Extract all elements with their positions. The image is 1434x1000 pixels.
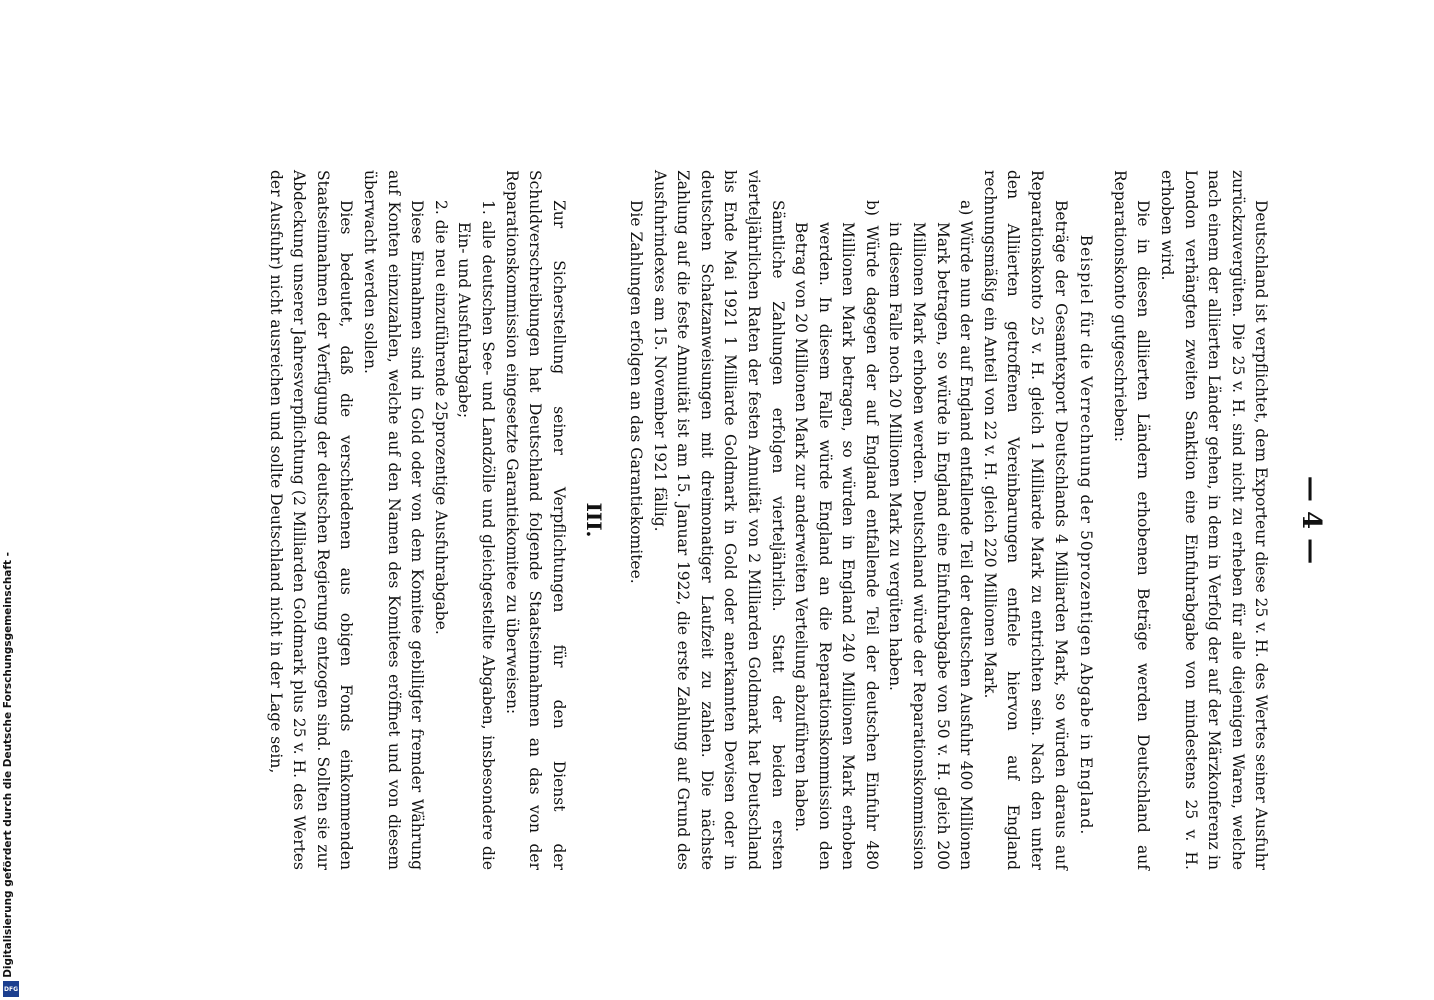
section-heading: III. bbox=[582, 502, 607, 538]
paragraph-committee: Die Zahlungen erfolgen an das Garantiekomitee. bbox=[626, 200, 645, 584]
paragraph-example: Beträge der Gesamtexport Deutschlands 4 Milliarden Mark, so würden daraus auf Reparationskonto 25 v. H. gleich 1 Milliarde Mark zu entrichten sein. Nach den unter den Alliierten getroffenen Vereinbarungen entfiele hiervon auf England rechnungsmäßig ein Anteil von 22 v. H. gleich 220 Millionen Mark. bbox=[980, 170, 1070, 870]
dfg-logo: DFG bbox=[3, 981, 19, 997]
list-item-1: 1. alle deutschen See- und Landzölle und gleichgestellte Abgaben, insbesondere die Ein- und Ausfuhrabgabe; bbox=[455, 200, 497, 870]
paragraph-credit: Die in diesen alliierten Ländern erhobenen Beträge werden Deutschland auf Reparationskonto gutgeschrieben: bbox=[1110, 170, 1153, 870]
paragraph-exporter: Deutschland ist verpflichtet, dem Exporteur diese 25 v. H. des Wertes seiner Ausfuhr zurückzuvergüten. Die 25 v. H. sind nicht zu erheben für alle diejenigen Waren, welche nach einem der alliierten Länder gehen, in dem in Verfolg der auf der Märzkonferenz in London verhängten zweiten Sanktion eine Einfuhrabgabe von mindestens 25 v. H. erhoben wird. bbox=[1158, 170, 1271, 870]
funding-credit-text: Digitalisierung gefördert durch die Deutsche Forschungsgemeinschaft - bbox=[2, 552, 14, 978]
rotated-page bbox=[150, 170, 1326, 870]
paragraph-security: Zur Sicherstellung seiner Verpflichtungen für den Dienst der Schuldverschreibungen hat Deutschland folgende Staatseinnahmen an das von der Reparationskommission eingesetzte Garantiekomitee zu überweisen: bbox=[502, 170, 568, 870]
paragraph-revenues: Diese Einnahmen sind in Gold oder von dem Komitee gebilligter fremder Währung auf Konten einzuzahlen, welche auf den Namen des Komitees eröffnet und von diesem überwacht werden sollen. bbox=[361, 170, 427, 870]
paragraph-payments: Sämtliche Zahlungen erfolgen vierteljährlich. Statt der beiden ersten vierteljährlichen Raten der festen Annuität von 2 Milliarden Goldmark hat Deutschland bis Ende Mai 1921 1 Milliarde Goldmark in Gold oder anerkannten Devisen oder in deutschen Schatzanweisungen mit dreimonatiger Laufzeit zu zahlen. Die nächste Zahlung auf die feste Annuität ist am 15. Januar 1922, die erste Zahlung auf Grund des Ausfuhrindexes am 15. November 1921 fällig. bbox=[650, 170, 787, 870]
list-item-b: b) Würde dagegen der auf England entfallende Teil der deutschen Einfuhr 480 Millionen Mark betragen, so würden in England 240 Millionen Mark erhoben werden. In diesem Falle würde England an die Reparationskommission den Betrag von 20 Millionen Mark zur anderweiten Verteilung abzuführen haben. bbox=[792, 200, 881, 870]
page-number: — 4 — bbox=[1296, 475, 1326, 565]
list-item-2: 2. die neu einzuführende 25prozentige Ausfuhrabgabe. bbox=[431, 200, 450, 635]
paragraph-meaning: Dies bedeutet, daß die verschiedenen aus obigen Fonds einkommenden Staatseinnahmen der Verfügung der deutschen Regierung entzogen sind. Sollten sie zur Abdeckung unserer Jahresverpflichtung (2 Milliarden Goldmark plus 25 v. H. des Wertes der Ausfuhr) nicht ausreichen und sollte Deutschland nicht in der Lage sein, bbox=[266, 170, 356, 870]
example-title: Beispiel für die Verrechnung der 50prozentigen Abgabe in England. bbox=[1077, 234, 1096, 836]
list-item-a: a) Würde nun der auf England entfallende Teil der deutschen Ausfuhr 400 Millionen Mark betragen, so würde in England eine Einfuhrabgabe von 50 v. H. gleich 200 Millionen Mark erhoben werden. Deutschland würde der Reparationskommission in diesem Falle noch 20 Millionen Mark zu vergüten haben. bbox=[886, 200, 976, 870]
page-body bbox=[140, 170, 1326, 870]
funding-credit-strip bbox=[0, 0, 24, 1000]
